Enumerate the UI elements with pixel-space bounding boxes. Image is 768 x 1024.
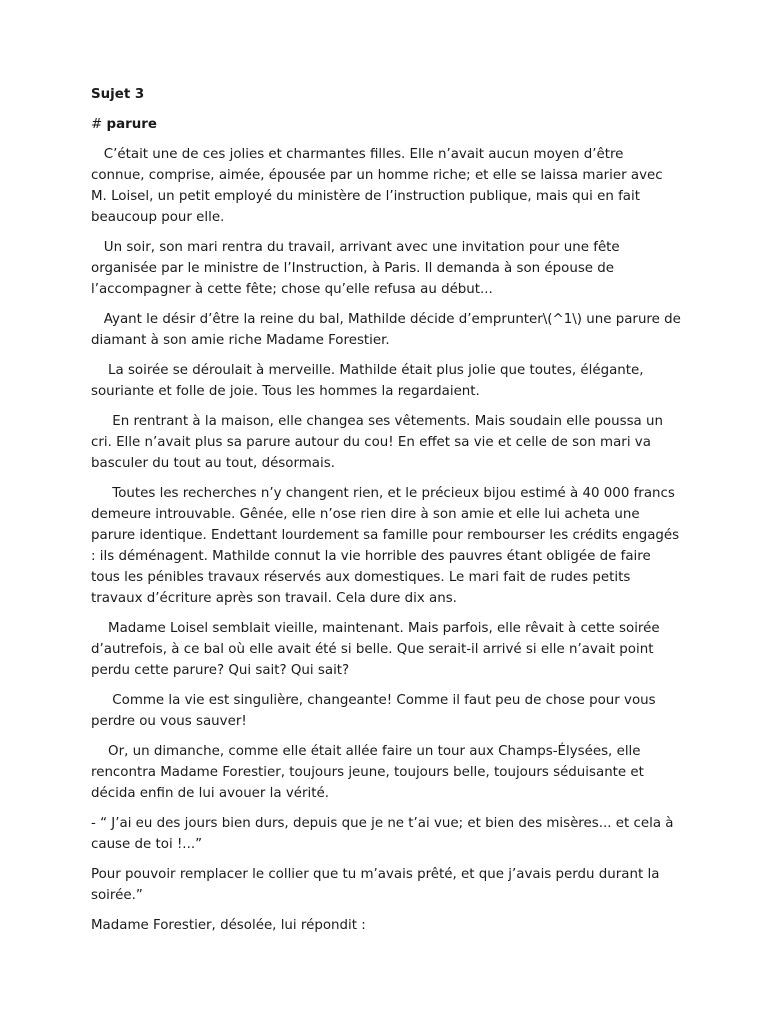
paragraph-9: Or, un dimanche, comme elle était allée faire un tour aux Champs-Élysées, elle rencontra Madame Forestier, toujours jeune, toujours belle, toujours séduisante et décida enfin de lui avouer la vérité. <box>91 744 649 801</box>
document-heading: Sujet 3 <box>91 87 145 102</box>
paragraph-10: - “ J’ai eu des jours bien durs, depuis que je ne t’ai vue; et bien des misères... et cela à cause de toi !...” <box>91 816 678 852</box>
paragraph-4: La soirée se déroulait à merveille. Mathilde était plus jolie que toutes, élégante, souriante et folle de joie. Tous les hommes la regardaient. <box>91 363 648 399</box>
document-page <box>91 84 686 945</box>
subheading-text: parure <box>106 117 157 132</box>
paragraph-2: Un soir, son mari rentra du travail, arrivant avec une invitation pour une fête organisée par le ministre de l’Instruction, à Paris. Il demanda à son épouse de l’accompagner à cette fête; chose qu’elle refusa au début... <box>91 240 624 297</box>
markdown-hash-marker: # <box>91 117 107 132</box>
document-subheading <box>91 114 681 135</box>
paragraph-11: Pour pouvoir remplacer le collier que tu m’avais prêté, et que j’avais perdu durant la soirée.” <box>91 867 664 903</box>
paragraph-8: Comme la vie est singulière, changeante! Comme il faut peu de chose pour vous perdre ou vous sauver! <box>91 693 660 729</box>
paragraph-1: C’était une de ces jolies et charmantes filles. Elle n’avait aucun moyen d’être connue, comprise, aimée, épousée par un homme riche; et elle se laissa marier avec M. Loisel, un petit employé du ministère de l’instruction publique, mais qui en fait beaucoup pour elle. <box>91 147 667 225</box>
paragraph-7: Madame Loisel semblait vieille, maintenant. Mais parfois, elle rêvait à cette soirée d’autrefois, à ce bal où elle avait été si belle. Que serait-il arrivé si elle n’avait point perdu cette parure? Qui sait? Qui sait? <box>91 621 664 678</box>
paragraph-12: Madame Forestier, désolée, lui répondit : <box>91 918 366 933</box>
paragraph-6: Toutes les recherches n’y changent rien, et le précieux bijou estimé à 40 000 francs demeure introuvable. Gênée, elle n’ose rien dire à son amie et elle lui acheta une parure identique. Endettant lourdement sa famille pour rembourser les crédits engagés : ils déménagent. Mathilde connut la vie horrible des pauvres étant obligée de faire tous les pénibles travaux réservés aux domestiques. Le mari fait de rudes petits travaux d’écriture après son travail. Cela dure dix ans. <box>91 486 684 606</box>
paragraph-5: En rentrant à la maison, elle changea ses vêtements. Mais soudain elle poussa un cri. Elle n’avait plus sa parure autour du cou! En effet sa vie et celle de son mari va basculer du tout au tout, désormais. <box>91 414 668 471</box>
paragraph-3: Ayant le désir d’être la reine du bal, Mathilde décide d’emprunter\(^1\) une parure de diamant à son amie riche Madame Forestier. <box>91 312 686 348</box>
